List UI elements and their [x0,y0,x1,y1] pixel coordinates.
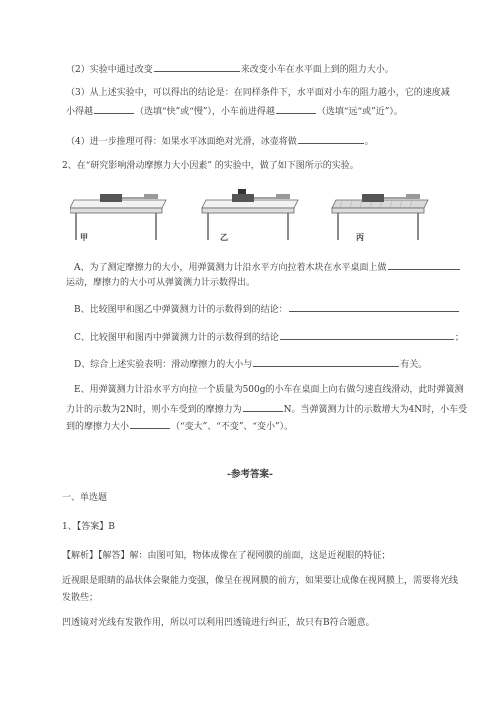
block-icon [100,194,122,202]
experiment-figures [70,188,430,256]
answer-blank[interactable] [276,104,316,114]
q2-A-line2: 运动，摩擦力的大小可从弹簧测力计示数得出。 [66,278,256,288]
q2-E-line2: 力计的示数为2N时，则小车受到的摩擦力为 N。当弹簧测力计的示数增大为4N时，小车受 [66,402,467,416]
q2-A-line1: A、为了测定摩擦力的大小，用弹簧测力计沿水平方向拉着木块在水平桌面上做 [74,260,461,274]
q2-E-line1: E、用弹簧测力计沿水平方向拉一个质量为500g的小车在桌面上向右做匀速直线滑动，此时弹簧测 [74,385,464,395]
figure-label-jia: 甲 [80,232,88,242]
q1-item3-line1: （3）从上述实验中，可以得出的结论是：在同样条件下，水平面对小车的阻力越小，它的速度减 [66,88,450,98]
q2-D: D、综合上述实验表明：滑动摩擦力的大小与 有关。 [74,357,427,371]
answer-blank[interactable] [280,330,454,340]
section-heading: 一、单选题 [62,493,108,503]
answer-blank[interactable] [253,357,399,367]
q2-E-line3: 到的摩擦力大小 （“变大”、“不变”、“变小”）。 [66,419,293,433]
q2-intro: 2、在“研究影响滑动摩擦力大小因素” 的实验中，做了如下图所示的实验。 [62,161,359,171]
explanation-line3: 凹透镜对光线有发散作用，所以可以利用凹透镜进行纠正，故只有B符合题意。 [62,618,375,628]
block-icon [362,194,384,202]
answer-blank[interactable] [94,104,134,114]
answer-blank[interactable] [388,260,460,270]
figure-yi [202,189,298,240]
block-icon [232,194,254,202]
analysis-line: 【解析】【解答】解：由图可知，物体成像在了视网膜的前面，这是近视眼的特征； [62,551,391,561]
figure-label-yi: 乙 [220,232,228,242]
answer-blank[interactable] [243,402,283,412]
answer-blank[interactable] [298,134,364,144]
figure-label-bing: 丙 [356,232,364,242]
q1-item4: （4）进一步推理可得：如果水平冰面绝对光滑，冰壶将做 。 [66,134,374,148]
q2-B: B、比较图甲和图乙中弹簧测力计的示数得到的结论： [74,302,460,316]
q1-item2: （2）实验中通过改变 来改变小车在水平面上到的阻力大小。 [66,62,394,76]
answers-title: -参考答案- [227,469,273,480]
explanation-line1: 近视眼是眼睛的晶状体会聚能力变强，像呈在视网膜的前方，如果要让成像在视网膜上，需要将光线 [62,576,459,586]
answer-blank[interactable] [289,302,459,312]
answer-blank[interactable] [130,419,170,429]
table-figure [70,188,430,246]
q2-C: C、比较图甲和图丙中弹簧测力计的示数得到的结论 ； [74,330,464,344]
explanation-line2: 发散些； [62,593,99,603]
answer-1: 1、【答案】B [62,522,115,532]
answer-blank[interactable] [154,62,240,72]
q1-item3-line2: 小得越 （选填“快”或“慢”），小车前进得越 （选填“远“或”近”）。 [66,104,403,118]
figure-bing [332,194,428,240]
